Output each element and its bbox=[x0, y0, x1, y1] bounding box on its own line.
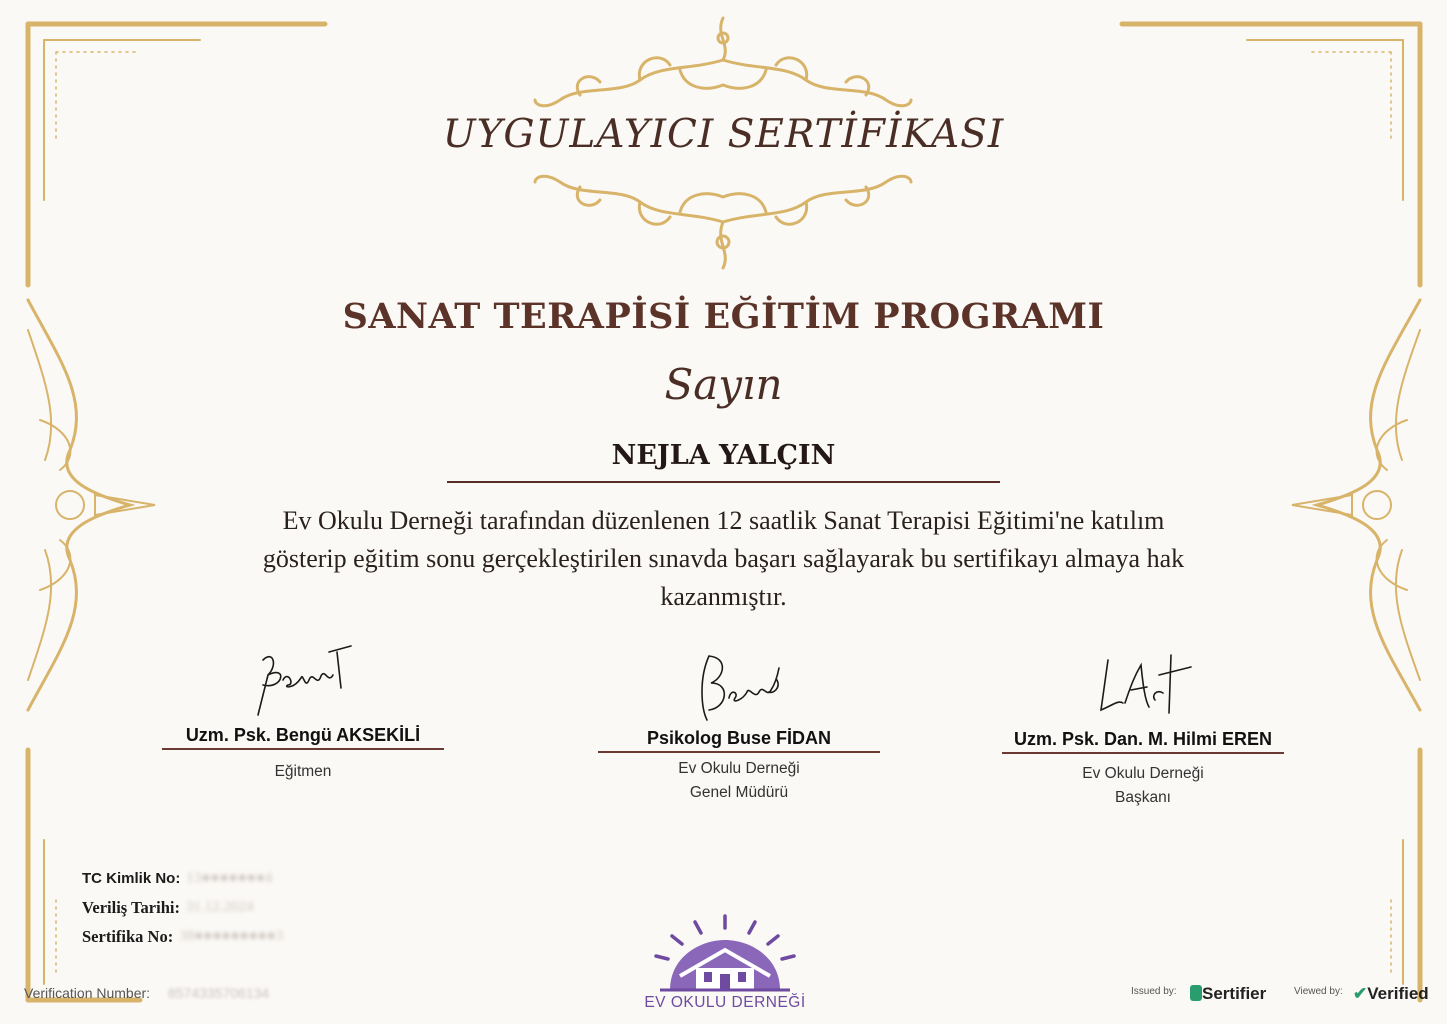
signatory-name: Psikolog Buse FİDAN bbox=[646, 728, 832, 748]
signatory-1 bbox=[162, 640, 444, 784]
tc-value: 13●●●●●●●4 bbox=[186, 870, 273, 886]
date-label: Veriliş Tarihi: bbox=[82, 898, 180, 917]
signature-underline bbox=[162, 748, 444, 750]
ev-okulu-logo bbox=[640, 912, 810, 1020]
signature-underline bbox=[1002, 752, 1284, 754]
cert-no-label: Sertifika No: bbox=[82, 927, 174, 946]
verified-check-icon: ✔ bbox=[1353, 984, 1368, 1003]
verification-number bbox=[24, 985, 269, 1001]
signatory-role: Eğitmen bbox=[274, 763, 332, 780]
verified-brand: Verified bbox=[1367, 984, 1429, 1003]
certificate-details bbox=[82, 864, 283, 951]
signatory-name: Uzm. Psk. Dan. M. Hilmi EREN bbox=[1013, 729, 1273, 749]
cert-no-value: 38●●●●●●●●●3 bbox=[179, 928, 284, 944]
sertifier-brand: Sertifier bbox=[1202, 984, 1267, 1003]
signatory-3 bbox=[1002, 645, 1284, 810]
signature-1 bbox=[233, 640, 373, 725]
sertifier-logo bbox=[1190, 984, 1266, 1004]
signatory-2 bbox=[598, 648, 880, 805]
verification-value: 8574335706134 bbox=[167, 985, 270, 1001]
logo-text: EV OKULU DERNEĞİ bbox=[644, 994, 806, 1011]
signature-2 bbox=[669, 648, 809, 728]
cert-no-row bbox=[82, 922, 283, 951]
salutation: Sayın bbox=[664, 360, 783, 409]
viewed-by-label: Viewed by: bbox=[1294, 986, 1343, 997]
signatory-name: Uzm. Psk. Bengü AKSEKİLİ bbox=[185, 725, 421, 745]
signatory-role bbox=[1002, 762, 1284, 810]
signatory-role-line: Başkanı bbox=[1114, 789, 1171, 806]
recipient-name: NEJLA YALÇIN bbox=[611, 440, 836, 471]
signatory-role-line: Ev Okulu Derneği bbox=[1082, 765, 1204, 782]
verification-label: Verification Number: bbox=[24, 985, 151, 1001]
sertifier-mark-icon bbox=[1190, 985, 1202, 1001]
house-sun-icon bbox=[640, 912, 810, 994]
signatory-role-line: Ev Okulu Derneği bbox=[678, 760, 800, 777]
date-value: 31.12.2024 bbox=[185, 899, 254, 915]
signature-underline bbox=[598, 751, 880, 753]
program-title: SANAT TERAPİSİ EĞİTİM PROGRAMI bbox=[342, 296, 1105, 337]
verified-logo bbox=[1353, 984, 1429, 1004]
signatory-role bbox=[598, 757, 880, 805]
date-row bbox=[82, 893, 283, 922]
certificate-body bbox=[190, 502, 1257, 616]
body-line: Ev Okulu Derneği tarafından düzenlenen 12 saatlik Sanat Terapisi Eğitimi'ne katılım bbox=[282, 506, 1165, 535]
signatory-role-line: Genel Müdürü bbox=[689, 784, 789, 801]
issued-by-label: Issued by: bbox=[1131, 986, 1177, 997]
signature-3 bbox=[1073, 645, 1213, 729]
body-line: gösterip eğitim sonu gerçekleştirilen sınavda başarı sağlayarak bu sertifikayı almaya hak bbox=[262, 544, 1185, 573]
recipient-underline bbox=[447, 481, 1000, 483]
tc-row bbox=[82, 864, 283, 893]
tc-label: TC Kimlik No: bbox=[82, 870, 181, 887]
certificate-title: UYGULAYICI SERTİFİKASI bbox=[442, 112, 1005, 157]
body-line: kazanmıştır. bbox=[660, 582, 787, 611]
